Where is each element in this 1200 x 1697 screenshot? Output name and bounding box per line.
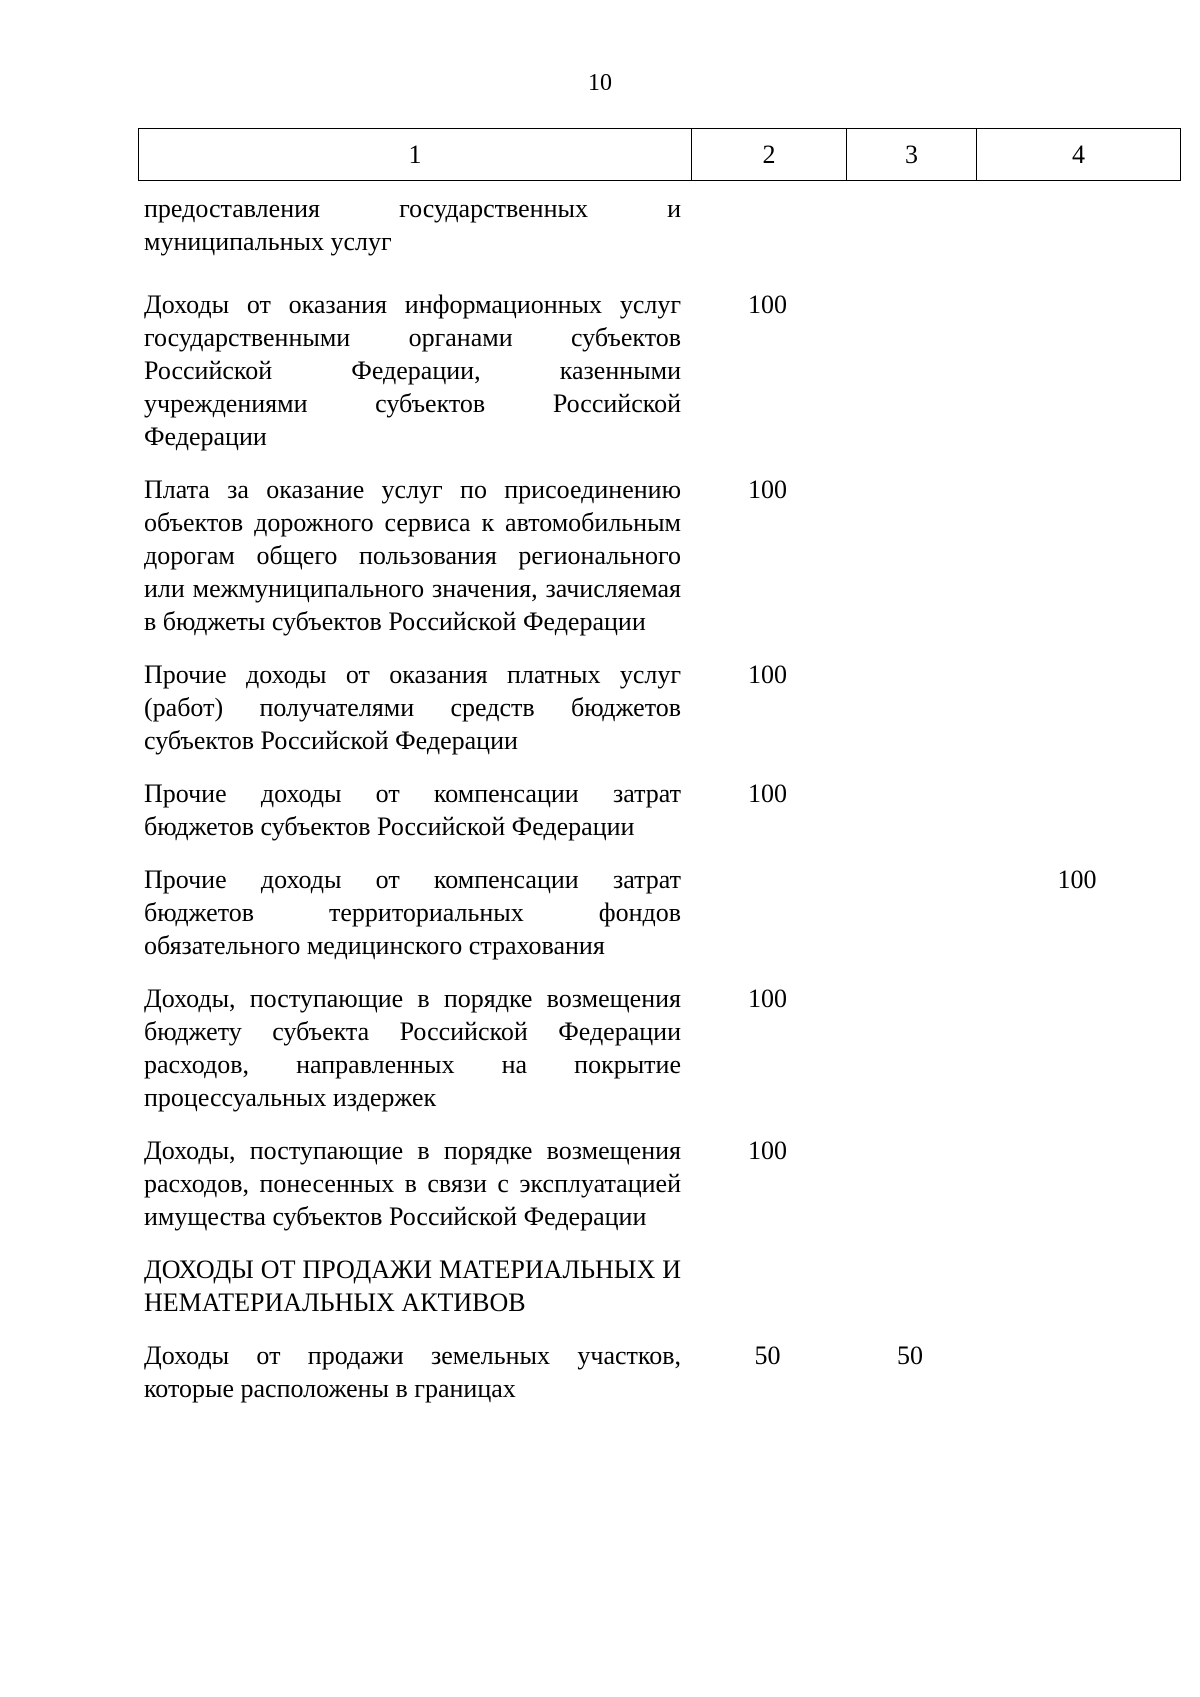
table-row <box>0 288 1200 453</box>
row-description: Прочие доходы от компенсации затрат бюджетов субъектов Российской Федерации <box>144 779 681 841</box>
row-value-col2: 100 <box>748 290 787 319</box>
row-value-col2: 50 <box>754 1341 781 1370</box>
table-row <box>0 1134 1200 1233</box>
row-value-col3: 50 <box>897 1341 923 1370</box>
column-header-1: 1 <box>139 129 692 181</box>
row-description: предоставления государственных и муниципальных услуг <box>144 194 681 256</box>
column-header-3: 3 <box>847 129 977 181</box>
column-header-2: 2 <box>692 129 847 181</box>
row-description: Плата за оказание услуг по присоединению объектов дорожного сервиса к автомобильным дорогам общего пользования регионального или межмуниципального значения, зачисляемая в бюджеты субъектов Российской Федерации <box>144 475 681 636</box>
column-header-row <box>139 129 1181 181</box>
table-row <box>0 863 1200 962</box>
table-row <box>0 473 1200 638</box>
section-heading: ДОХОДЫ ОТ ПРОДАЖИ МАТЕРИАЛЬНЫХ И НЕМАТЕРИАЛЬНЫХ АКТИВОВ <box>144 1255 681 1317</box>
section-heading-row <box>0 1253 1200 1319</box>
row-value-col2: 100 <box>748 984 787 1013</box>
column-header-4: 4 <box>977 129 1181 181</box>
page-number: 10 <box>588 70 612 96</box>
row-value-col4: 100 <box>1057 865 1097 894</box>
row-value-col2: 100 <box>748 1136 787 1165</box>
row-value-col2: 100 <box>748 660 787 689</box>
revenue-rows <box>0 192 1200 1425</box>
table-row <box>0 777 1200 843</box>
row-description: Доходы, поступающие в порядке возмещения бюджету субъекта Российской Федерации расходов, направленных на покрытие процессуальных издержек <box>144 984 681 1112</box>
row-description: Прочие доходы от компенсации затрат бюджетов территориальных фондов обязательного медицинского страхования <box>144 865 681 960</box>
table-row <box>0 982 1200 1114</box>
table-row <box>0 192 1200 258</box>
row-value-col2: 100 <box>748 475 787 504</box>
table-row <box>0 1339 1200 1405</box>
row-value-col2: 100 <box>748 779 787 808</box>
row-description: Доходы, поступающие в порядке возмещения расходов, понесенных в связи с эксплуатацией имущества субъектов Российской Федерации <box>144 1136 681 1231</box>
table-row <box>0 658 1200 757</box>
row-description: Доходы от оказания информационных услуг государственными органами субъектов Российской Федерации, казенными учреждениями субъектов Российской Федерации <box>144 290 681 451</box>
column-header-table <box>138 128 1181 181</box>
row-description: Прочие доходы от оказания платных услуг (работ) получателями средств бюджетов субъектов Российской Федерации <box>144 660 681 755</box>
row-description: Доходы от продажи земельных участков, которые расположены в границах <box>144 1341 681 1403</box>
